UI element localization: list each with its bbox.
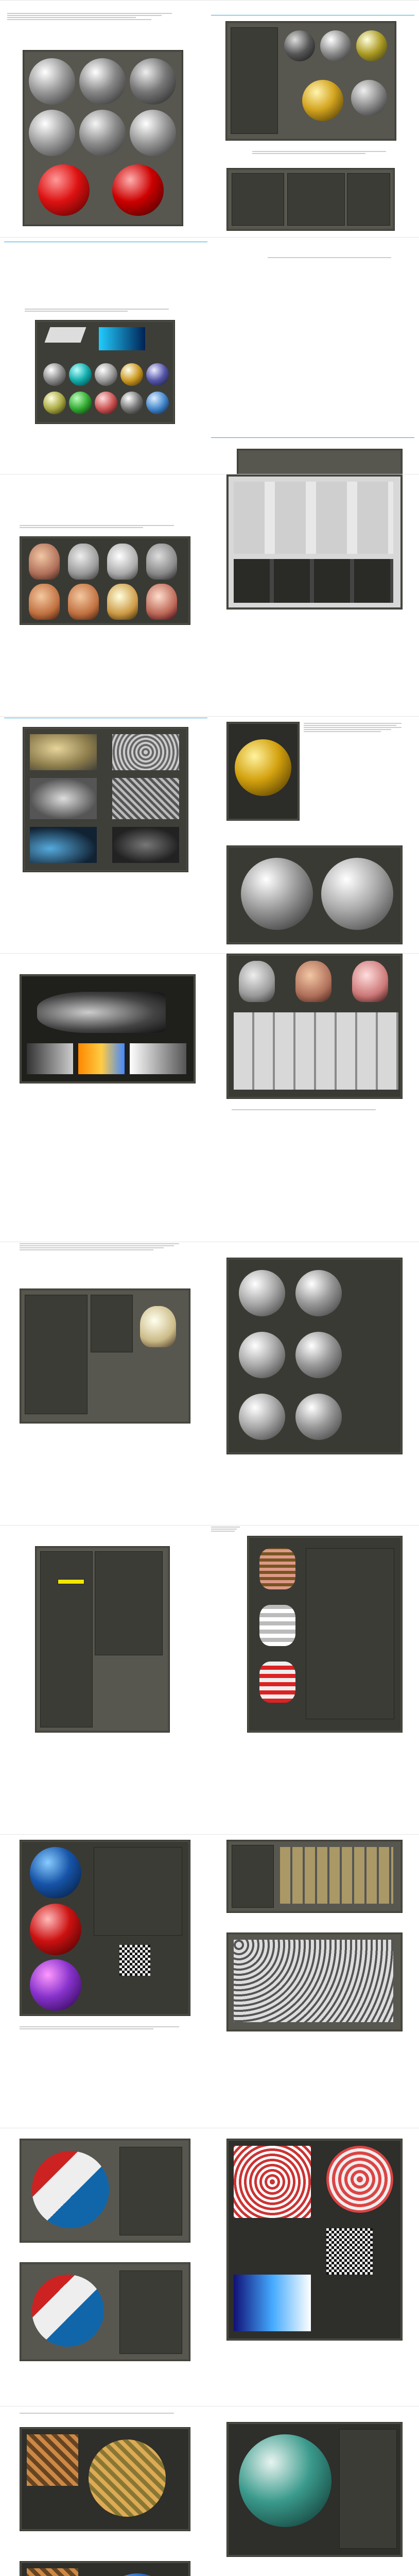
side-note-block — [211, 1526, 242, 1546]
matcap-sphere — [29, 110, 75, 156]
settings-panel — [119, 2270, 182, 2354]
texture-grid — [234, 1012, 398, 1090]
bust-render — [146, 584, 177, 620]
page-left — [4, 1, 207, 238]
blue-sphere — [30, 1847, 81, 1899]
material-sphere — [95, 363, 117, 386]
body-text-block — [304, 722, 407, 758]
material-sphere — [351, 80, 387, 116]
page-right — [211, 2128, 414, 2401]
teal-sphere — [239, 2434, 331, 2527]
gradient-swatch — [78, 1043, 125, 1074]
material-sphere — [320, 30, 351, 61]
sculpt-grid — [234, 482, 393, 554]
spread-5 — [0, 953, 419, 1242]
matcap-library-screenshot — [226, 1933, 403, 2031]
panel — [347, 173, 390, 226]
character-busts-screenshot — [20, 536, 190, 625]
material-sphere — [69, 392, 92, 414]
material-sphere — [120, 392, 143, 414]
character-variants-screenshot — [226, 954, 403, 1099]
spread-9 — [0, 2128, 419, 2401]
silver-sphere-screenshot — [226, 845, 403, 944]
pattern-sphere-screenshot — [226, 2139, 403, 2341]
bust-render — [107, 544, 138, 580]
spread-2 — [0, 237, 419, 474]
matcap-sphere — [79, 58, 126, 105]
matcap-sphere — [130, 110, 176, 156]
striped-sphere-screenshot — [20, 2262, 190, 2361]
page-right — [211, 1835, 414, 2123]
pattern-render — [112, 734, 179, 770]
silver-sphere — [295, 1270, 342, 1316]
gold-sphere-screenshot — [226, 722, 300, 821]
spaceship-renders-screenshot — [23, 727, 188, 872]
caption-text-block — [268, 256, 401, 263]
red-matcap-sphere — [112, 164, 164, 216]
accent-rule — [211, 437, 414, 438]
silver-sphere — [241, 858, 313, 930]
bust-render — [352, 961, 388, 1002]
bust-render — [68, 584, 99, 620]
cropped-screenshot — [237, 449, 403, 474]
striped-cylinders-screenshot — [247, 1536, 403, 1733]
page-left — [4, 1242, 207, 1515]
material-sphere — [95, 392, 117, 414]
panel — [232, 1845, 274, 1908]
interface-panel-screenshot — [20, 1289, 190, 1423]
spread-10 — [0, 2406, 419, 2576]
matcap-sphere — [130, 58, 176, 105]
teal-sphere-screenshot — [226, 2422, 403, 2557]
texture-selector-screenshot — [226, 1840, 403, 1913]
red-sphere — [30, 1904, 81, 1955]
pattern-render — [112, 778, 179, 819]
intro-text-block — [7, 12, 177, 32]
page-right — [211, 238, 414, 474]
caption-text-block — [20, 2025, 189, 2033]
settings-panel — [119, 2147, 182, 2235]
texture-sphere-screenshot — [20, 2427, 190, 2531]
striped-sphere — [32, 2151, 109, 2228]
page-right — [211, 2406, 414, 2576]
material-sphere — [43, 392, 66, 414]
settings-panel — [306, 1548, 394, 1719]
page-left — [4, 717, 207, 954]
panel — [232, 173, 284, 226]
material-menu-screenshot — [35, 1546, 170, 1733]
dark-render-grid — [234, 559, 393, 603]
panel — [287, 173, 345, 226]
page-left — [4, 1526, 207, 1835]
figure-head — [239, 1394, 285, 1440]
striped-cylinder — [259, 1662, 295, 1703]
colored-spheres-screenshot — [20, 1840, 190, 2016]
ship-render — [30, 734, 97, 770]
spread-4 — [0, 716, 419, 954]
side-panel — [25, 1295, 88, 1414]
flat-plane — [45, 327, 86, 343]
settings-panel — [339, 2429, 397, 2549]
checker-texture — [326, 2228, 373, 2275]
page-left — [4, 1835, 207, 2123]
striped-sphere — [32, 2275, 104, 2347]
caption-text-block — [232, 1108, 396, 1115]
spaceship-closeup-screenshot — [20, 974, 196, 1083]
page-left — [4, 954, 207, 1242]
wood-cylinder — [259, 1548, 295, 1589]
pattern-texture — [234, 2146, 311, 2218]
material-list-panel — [40, 1551, 93, 1727]
page-right — [211, 474, 414, 711]
matcap-sphere — [79, 110, 126, 156]
matcap-sphere-grid-screenshot — [23, 50, 183, 226]
gold-sphere — [235, 739, 291, 796]
settings-panel — [94, 1847, 182, 1936]
body-text-block — [20, 1242, 189, 1268]
patterned-sphere — [326, 2146, 393, 2213]
striped-sphere-screenshot — [20, 2139, 190, 2243]
yellow-highlight — [58, 1579, 84, 1584]
gold-sphere — [302, 80, 343, 121]
silver-sphere — [295, 1332, 342, 1378]
matcap-sphere — [29, 58, 75, 105]
caption-text-block — [252, 150, 396, 161]
texture-panel — [91, 1295, 133, 1352]
blue-sphere-screenshot — [20, 2561, 190, 2576]
caption-text-block — [20, 2412, 189, 2419]
ship-render — [30, 827, 97, 863]
texture-grid — [280, 1847, 393, 1904]
spread-6 — [0, 1242, 419, 1515]
bust-render — [140, 1306, 176, 1347]
page-right — [211, 717, 414, 954]
material-grid-panel — [95, 1551, 163, 1655]
texture-swatch — [27, 2434, 78, 2486]
material-sphere — [146, 392, 169, 414]
material-palette-screenshot — [225, 21, 396, 141]
silver-sphere — [295, 1394, 342, 1440]
material-sphere — [69, 363, 92, 386]
blue-sphere — [99, 2573, 176, 2576]
color-picker — [234, 2275, 311, 2331]
silver-sphere — [321, 858, 393, 930]
spread-3 — [0, 474, 419, 711]
spread-8 — [0, 1834, 419, 2123]
red-matcap-sphere — [38, 164, 90, 216]
page-right — [211, 1, 414, 238]
page-right — [211, 1526, 414, 1835]
side-panel — [231, 27, 278, 134]
spread-1 — [0, 0, 419, 238]
spread-7 — [0, 1525, 419, 1835]
page-left — [4, 2128, 207, 2401]
gold-sphere — [356, 30, 387, 61]
bust-render — [68, 544, 99, 580]
bust-render — [107, 584, 138, 620]
texture-swatch — [27, 2568, 78, 2576]
page-left — [4, 238, 207, 474]
page-right — [211, 954, 414, 1242]
page-left — [4, 474, 207, 711]
ship-render — [112, 827, 179, 863]
bust-render — [146, 544, 177, 580]
gradient-swatch — [27, 1043, 73, 1074]
matcap-grid — [234, 1940, 393, 2022]
bust-render — [29, 544, 60, 580]
material-sphere — [284, 30, 315, 61]
material-sphere — [146, 363, 169, 386]
checker-texture — [119, 1945, 150, 1976]
caption-text-block — [20, 524, 184, 532]
tool-panel-screenshot — [226, 168, 395, 231]
glow-plane — [99, 327, 145, 350]
bust-render — [29, 584, 60, 620]
ship-render — [30, 778, 97, 819]
material-sphere — [43, 363, 66, 386]
caption-text-block — [25, 308, 179, 316]
striped-cylinder — [259, 1605, 295, 1646]
material-sphere — [120, 363, 143, 386]
page-left — [4, 2406, 207, 2576]
bust-render — [295, 961, 331, 1002]
spaceship-render — [37, 992, 166, 1033]
page-right — [211, 1242, 414, 1515]
purple-sphere — [30, 1959, 81, 2011]
figure-head — [239, 1332, 285, 1378]
material-swatches-screenshot — [35, 320, 175, 424]
figure-renders-screenshot — [226, 1258, 403, 1454]
textured-sphere — [89, 2439, 166, 2517]
creature-grid-screenshot — [226, 474, 403, 609]
bust-render — [239, 961, 275, 1002]
gradient-swatch — [130, 1043, 186, 1074]
figure-head — [239, 1270, 285, 1316]
